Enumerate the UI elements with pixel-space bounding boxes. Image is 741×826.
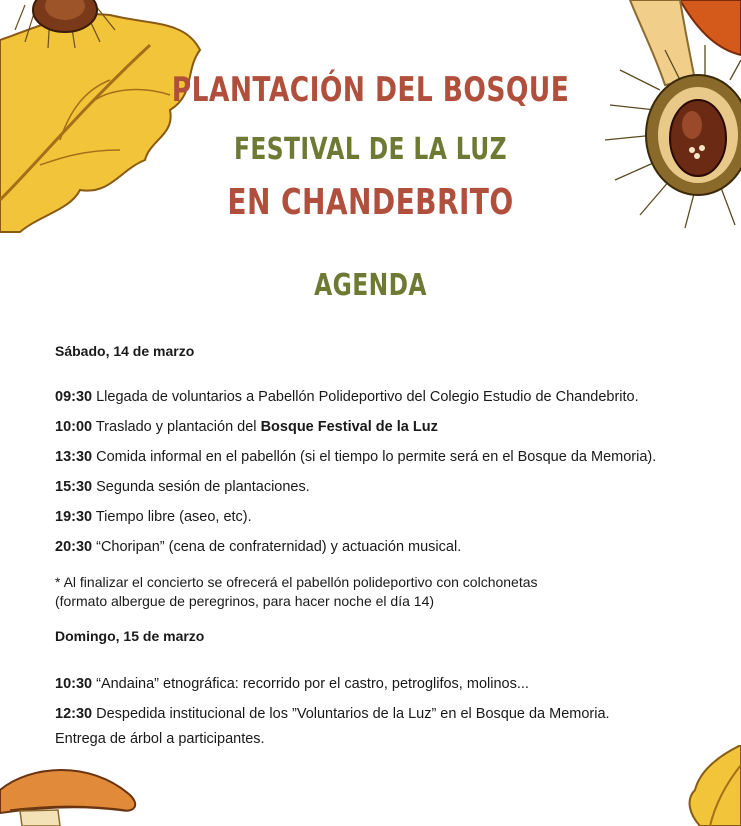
oak-leaf-icon — [670, 745, 741, 826]
title-line-2: FESTIVAL DE LA LUZ — [234, 132, 507, 167]
agenda-heading: AGENDA — [314, 268, 427, 303]
list-item — [55, 539, 461, 555]
item-time: 10:30 — [55, 676, 93, 692]
list-item — [55, 676, 529, 692]
item-time: 10:00 — [55, 419, 93, 435]
item-text: Comida informal en el pabellón (si el tiempo lo permite será en el Bosque da Memoria). — [92, 449, 657, 465]
note-line: (formato albergue de peregrinos, para hacer noche el día 14) — [55, 593, 435, 609]
item-text: Despedida institucional de los ”Voluntarios de la Luz” en el Bosque da Memoria. — [92, 706, 610, 722]
list-item — [55, 419, 438, 435]
lodging-note — [55, 573, 538, 611]
item-time: 20:30 — [55, 539, 93, 555]
item-text: “Choripan” (cena de confraternidad) y actuación musical. — [92, 539, 462, 555]
list-item — [55, 449, 656, 465]
saturday-date: Sábado, 14 de marzo — [55, 343, 195, 359]
item-time: 13:30 — [55, 449, 93, 465]
list-item — [55, 479, 310, 495]
mushroom-icon — [0, 755, 150, 826]
item-bold-text: Bosque Festival de la Luz — [260, 419, 438, 435]
title-line-1: PLANTACIÓN DEL BOSQUE — [171, 70, 570, 110]
title-line-3: EN CHANDEBRITO — [227, 182, 514, 223]
item-text: Tiempo libre (aseo, etc). — [92, 509, 252, 525]
sunday-date: Domingo, 15 de marzo — [55, 628, 205, 644]
item-text: Segunda sesión de plantaciones. — [92, 479, 310, 495]
item-text: Llegada de voluntarios a Pabellón Polideportivo del Colegio Estudio de Chandebrito. — [92, 389, 639, 405]
item-text: Traslado y plantación del — [92, 419, 261, 435]
chestnut-burr-icon — [10, 0, 120, 50]
list-item — [55, 706, 610, 722]
item-time: 12:30 — [55, 706, 93, 722]
item-time: 19:30 — [55, 509, 93, 525]
list-item — [55, 389, 639, 405]
closing-text: Entrega de árbol a participantes. — [55, 731, 265, 747]
item-text: “Andaina” etnográfica: recorrido por el castro, petroglifos, molinos... — [92, 676, 529, 692]
item-time: 09:30 — [55, 389, 93, 405]
list-item — [55, 509, 252, 525]
item-time: 15:30 — [55, 479, 93, 495]
note-line: * Al finalizar el concierto se ofrecerá el pabellón polideportivo con colchonetas — [55, 574, 538, 590]
